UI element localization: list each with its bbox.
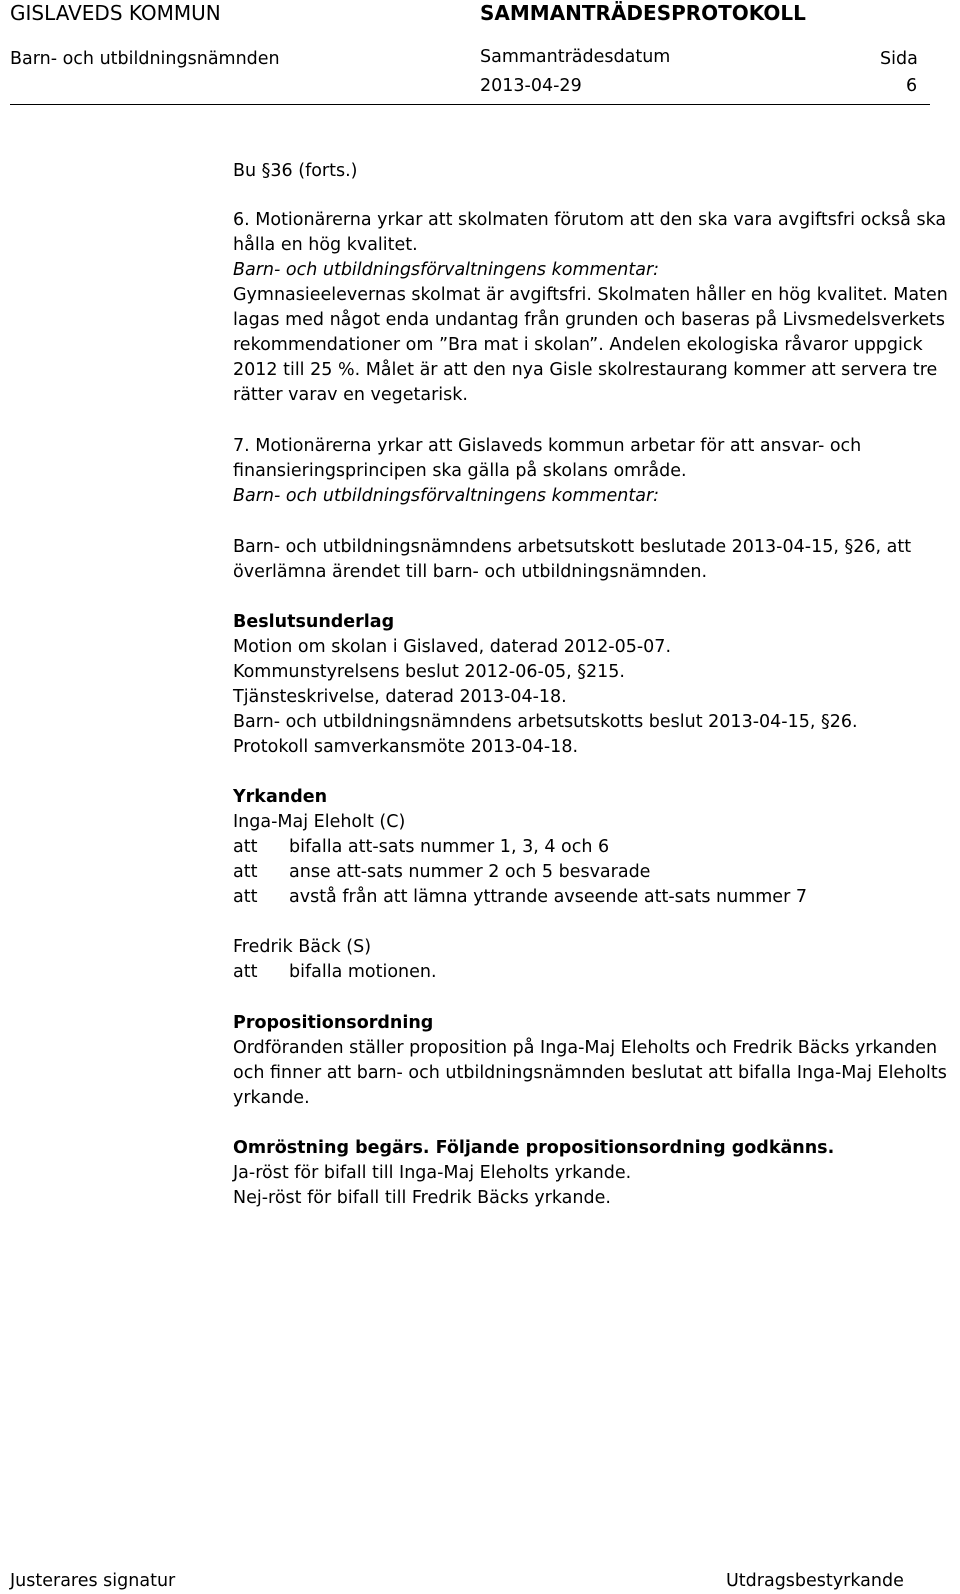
att-keyword: att: [233, 837, 258, 857]
header-date-value: 2013-04-29: [480, 76, 582, 96]
item6-comment-line: 2012 till 25 %. Målet är att den nya Gisle skolrestaurang kommer att servera tre: [233, 360, 938, 380]
item6-comment-label: Barn- och utbildningsförvaltningens kommentar:: [233, 260, 660, 280]
proposer-name: Inga-Maj Eleholt (C): [233, 812, 406, 832]
beslutsunderlag-item: Barn- och utbildningsnämndens arbetsutskotts beslut 2013-04-15, §26.: [233, 712, 858, 732]
att-row: [233, 960, 437, 985]
att-row: [233, 860, 650, 885]
propositionsordning-line: och finner att barn- och utbildningsnämnden beslutat att bifalla Inga-Maj Eleholts: [233, 1063, 947, 1083]
proposer-name: Fredrik Bäck (S): [233, 937, 372, 957]
propositionsordning-line: yrkande.: [233, 1088, 310, 1108]
section-ref: Bu §36 (forts.): [233, 161, 358, 181]
header-municipality: GISLAVEDS KOMMUN: [10, 1, 221, 25]
att-keyword: att: [233, 962, 258, 982]
propositionsordning-heading: Propositionsordning: [233, 1013, 434, 1033]
item7-line: 7. Motionärerna yrkar att Gislaveds kommun arbetar för att ansvar- och: [233, 436, 862, 456]
item7-comment-label: Barn- och utbildningsförvaltningens kommentar:: [233, 486, 660, 506]
beslutsunderlag-item: Kommunstyrelsens beslut 2012-06-05, §215.: [233, 662, 625, 682]
att-keyword: att: [233, 887, 258, 907]
item6-line: 6. Motionärerna yrkar att skolmaten förutom att den ska vara avgiftsfri också ska: [233, 210, 947, 230]
footer-signature-label: Justerares signatur: [10, 1571, 176, 1591]
att-keyword: att: [233, 862, 258, 882]
att-text: avstå från att lämna yttrande avseende att-sats nummer 7: [289, 887, 807, 907]
item6-comment-line: rekommendationer om ”Bra mat i skolan”. Andelen ekologiska råvaror uppgick: [233, 335, 923, 355]
yrkanden-heading: Yrkanden: [233, 787, 328, 807]
beslutsunderlag-item: Motion om skolan i Gislaved, daterad 2012-05-07.: [233, 637, 672, 657]
item6-comment-line: lagas med något enda undantag från grunden och baseras på Livsmedelsverkets: [233, 310, 946, 330]
item6-comment-line: rätter varav en vegetarisk.: [233, 385, 468, 405]
omrostning-heading: Omröstning begärs. Följande propositionsordning godkänns.: [233, 1138, 835, 1158]
att-text: bifalla att-sats nummer 1, 3, 4 och 6: [289, 837, 610, 857]
att-row: [233, 835, 609, 860]
propositionsordning-line: Ordföranden ställer proposition på Inga-Maj Eleholts och Fredrik Bäcks yrkanden: [233, 1038, 938, 1058]
header-divider: [10, 104, 930, 105]
beslutsunderlag-item: Protokoll samverkansmöte 2013-04-18.: [233, 737, 579, 757]
att-text: bifalla motionen.: [289, 962, 437, 982]
omrostning-line: Ja-röst för bifall till Inga-Maj Eleholts yrkande.: [233, 1163, 632, 1183]
beslutsunderlag-heading: Beslutsunderlag: [233, 612, 395, 632]
header-doc-type: SAMMANTRÄDESPROTOKOLL: [480, 1, 806, 25]
omrostning-line: Nej-röst för bifall till Fredrik Bäcks yrkande.: [233, 1188, 611, 1208]
item7-line: finansieringsprincipen ska gälla på skolans område.: [233, 461, 687, 481]
item6-comment-line: Gymnasieelevernas skolmat är avgiftsfri. Skolmaten håller en hög kvalitet. Maten: [233, 285, 948, 305]
beslutsunderlag-item: Tjänsteskrivelse, daterad 2013-04-18.: [233, 687, 567, 707]
au-decision-line: överlämna ärendet till barn- och utbildningsnämnden.: [233, 562, 708, 582]
header-date-label: Sammanträdesdatum: [480, 47, 671, 67]
att-text: anse att-sats nummer 2 och 5 besvarade: [289, 862, 651, 882]
header-page-label: Sida: [880, 49, 918, 69]
header-board: Barn- och utbildningsnämnden: [10, 49, 280, 69]
au-decision-line: Barn- och utbildningsnämndens arbetsutskott beslutade 2013-04-15, §26, att: [233, 537, 912, 557]
att-row: [233, 885, 807, 910]
item6-line: hålla en hög kvalitet.: [233, 235, 418, 255]
header-page-number: 6: [906, 76, 918, 96]
footer-extract-label: Utdragsbestyrkande: [726, 1571, 904, 1591]
